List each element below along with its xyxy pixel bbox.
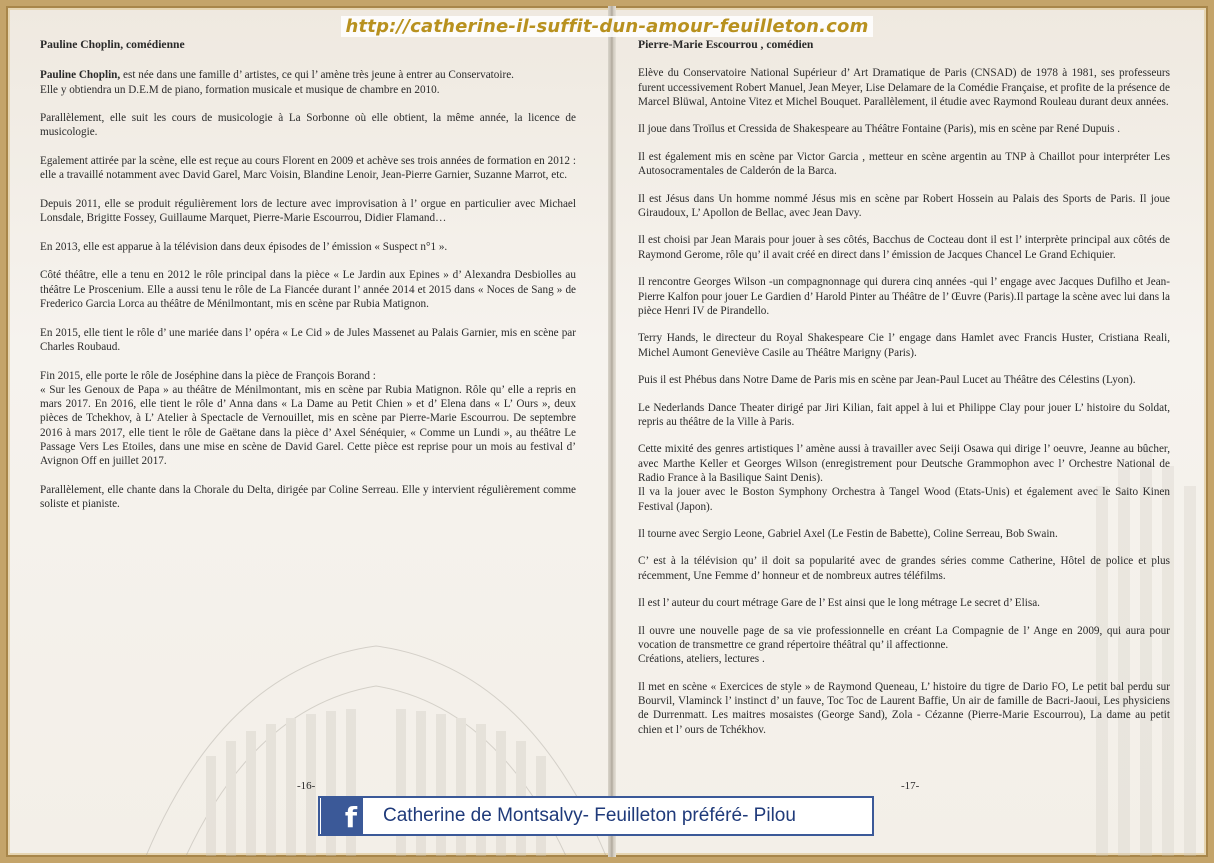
paragraph: Côté théâtre, elle a tenu en 2012 le rôle principal dans la pièce « Le Jardin aux Epines » d’ Alexandra Desbiolles au théâtre Le Proscenium. Elle a aussi tenu le rôle de La Fiancée durant l’ année 2014 et 2015 dans « Noces de Sang » de Frederico Garcia Lorca au théâtre de Ménilmontant, mis en scène par Rubia Matignon. <box>40 269 576 311</box>
right-page <box>638 38 1170 737</box>
paragraph: Il est l’ auteur du court métrage Gare de l’ Est ainsi que le long métrage Le secret d’ Elisa. <box>638 597 1040 610</box>
page-number-right: -17- <box>901 780 920 792</box>
site-watermark <box>6 16 1208 37</box>
paragraph: Parallèlement, elle suit les cours de musicologie à La Sorbonne où elle obtient, la même année, la licence de musicologie. <box>40 112 576 139</box>
paragraph: Fin 2015, elle porte le rôle de Joséphine dans la pièce de François Borand : « Sur les Genoux de Papa » au théâtre de Ménilmontant, mis en scène par Rubia Matignon. Rôle qu’ elle a repris en mars 2017. En 2016, elle tient le rôle d’ Anna dans « La Dame au Petit Chien » et d’ Elena dans « L’ Ours », deux pièces de Tchekhov, à L’ Atelier à Spectacle de Vernouillet, mis en scène par Pierre-Marie Escourrou. De septembre 2016 à mars 2017, elle tient le rôle de Gaëtane dans la pièce d’ Axel Sénéquier, « Comme un Lundi », au théâtre Le Passage Vers Les Etoiles, dans une mise en scène de David Garel. Cette pièce est reprise pour un mois au festival d’ Avignon Off en juillet 2017. <box>40 369 576 468</box>
paragraph: Il rencontre Georges Wilson -un compagnonnage qui durera cinq années -qui l’ engage avec Jacques Dufilho et Jean-Pierre Kalfon pour jouer Le Gardien d’ Harold Pinter au Théâtre de l’ Œuvre (Paris).Il partage la scène avec lui dans la pièce Henri IV de Pirandello. <box>638 276 1170 317</box>
brochure-spread <box>6 6 1208 857</box>
book-spine <box>608 6 616 857</box>
paragraph-lead: Pauline Choplin, <box>40 69 121 82</box>
paragraph: Il est Jésus dans Un homme nommé Jésus mis en scène par Robert Hossein au Palais des Sports de Paris. Il joue Giraudoux, L’ Apollon de Bellac, avec Jean Davy. <box>638 192 1170 219</box>
facebook-banner[interactable] <box>318 796 874 836</box>
paragraph: Il tourne avec Sergio Leone, Gabriel Axel (Le Festin de Babette), Coline Serreau, Bob Swain. <box>638 528 1058 540</box>
watermark-url: http://catherine-il-suffit-dun-amour-feuilleton.com <box>341 16 872 37</box>
paragraph: Pauline Choplin, est née dans une famille d’ artistes, ce qui l’ amène très jeune à entrer au Conservatoire. Elle y obtiendra un D.E.M de piano, formation musicale et musique de chambre en 2010. <box>40 69 514 96</box>
paragraph: Elève du Conservatoire National Supérieur d’ Art Dramatique de Paris (CNSAD) de 1978 à 1981, ses professeurs furent uccessivement Robert Manuel, Jean Meyer, Lise Delamare de la Comédie Française, et profite de la présence de Marcel Blüwal, Antoine Vitez et Michel Bouquet. Parallèlement, il étudie avec Raymond Rouleau durant deux années. <box>638 67 1170 108</box>
page-number-left: -16- <box>297 780 316 792</box>
paragraph: Il est également mis en scène par Victor Garcia , metteur en scène argentin au TNP à Chaillot pour interpréter Les Autosocramentales de Calderón de la Barca. <box>638 150 1170 178</box>
paragraph: C’ est à la télévision qu’ il doit sa popularité avec de grandes séries comme Catherine, Hôtel de police et plus récemment, Une Femme d’ honneur et de nombreux autres téléfilms. <box>638 555 1170 582</box>
right-page-heading: Pierre-Marie Escourrou , comédien <box>638 38 814 51</box>
left-page-heading: Pauline Choplin, comédienne <box>40 38 185 51</box>
facebook-banner-text[interactable]: Catherine de Montsalvy- Feuilleton préféré- Pilou <box>383 805 796 826</box>
paragraph: Il ouvre une nouvelle page de sa vie professionnelle en créant La Compagnie de l’ Ange en 2009, qui aura pour vocation de transmettre ce grand répertoire théâtral qu’ il affectionne. Créations, ateliers, lectures . <box>638 624 1170 666</box>
paragraph: Parallèlement, elle chante dans la Chorale du Delta, dirigée par Coline Serreau. Elle y intervient régulièrement comme soliste et pianiste. <box>40 483 576 511</box>
paragraph: En 2013, elle est apparue à la télévision dans deux épisodes de l’ émission « Suspect n°1 ». <box>40 240 448 253</box>
paragraph: Le Nederlands Dance Theater dirigé par Jiri Kilian, fait appel à lui et Philippe Clay pour jouer L’ histoire du Soldat, repris au théâtre de la Ville à Paris. <box>638 401 1170 428</box>
left-page <box>40 38 576 512</box>
paragraph: Egalement attirée par la scène, elle est reçue au cours Florent en 2009 et achève ses trois années de formation en 2012 : elle a travaillé notamment avec David Garel, Marc Voisin, Blandine Lenoir, Jean-Pierre Garnier, Suzanne Marrot, etc. <box>40 155 576 182</box>
paragraph: En 2015, elle tient le rôle d’ une mariée dans l’ opéra « Le Cid » de Jules Massenet au Palais Garnier, mis en scène par Charles Roubaud. <box>40 326 576 353</box>
paragraph: Il joue dans Troïlus et Cressida de Shakespeare au Théâtre Fontaine (Paris), mis en scène par René Dupuis . <box>638 123 1120 136</box>
paragraph: Il met en scène « Exercices de style » de Raymond Queneau, L’ histoire du tigre de Dario FO, Le petit bal perdu sur Bourvil, Vlaminck l’ instinct d’ un fauve, Toc Toc de Laurent Baffie, Un air de famille de Bacri-Jaoui, Les physiciens de Durrenmatt. Les maitres mosaistes (George Sand), Zola - Cézanne (Pierre-Marie Escourrou), La dame au petit chien et l’ ours de Tchékhov. <box>638 680 1170 736</box>
paragraph: Il est choisi par Jean Marais pour jouer à ses côtés, Bacchus de Cocteau dont il est l’ interprète principal aux côtés de Raymond Gerome, rôle qu’ il avait créé en direct dans l’ émission de Jacques Chancel Le Grand Echiquier. <box>638 234 1170 261</box>
paragraph: Terry Hands, le directeur du Royal Shakespeare Cie l’ engage dans Hamlet avec Francis Huster, Cristiana Reali, Michel Aumont Geneviève Casile au Théâtre Marigny (Paris). <box>638 332 1170 359</box>
paragraph: Puis il est Phébus dans Notre Dame de Paris mis en scène par Jean-Paul Lucet au Théâtre des Célestins (Lyon). <box>638 374 1136 387</box>
paragraph: Cette mixité des genres artistiques l’ amène aussi à travailler avec Seiji Osawa qui dirige l’ oeuvre, Jeanne au bûcher, avec Marthe Keller et Georges Wilson (enregistrement pour Deutsche Grammophon avec l’ Orchestre National de Radio France à la Basilique Saint Denis). Il va la jouer avec le Boston Symphony Orchestra à Tangel Wood (Etats-Unis) et également avec le Saito Kinen Festival (Japon). <box>638 443 1170 513</box>
paragraph: Depuis 2011, elle se produit régulièrement lors de lecture avec improvisation à l’ orgue en particulier avec Michael Lonsdale, Brigitte Fossey, Guillaume Marquet, Pierre-Marie Escourrou, Didier Flamand… <box>40 197 576 225</box>
facebook-icon[interactable]: f <box>321 798 363 834</box>
